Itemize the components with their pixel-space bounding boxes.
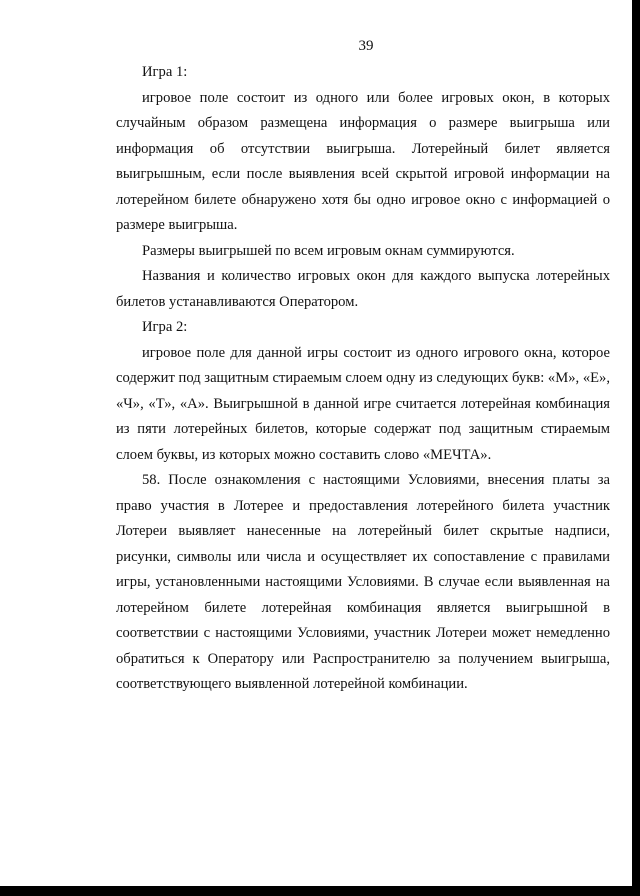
page-number: 39 xyxy=(358,38,374,54)
game-1-heading: Игра 1: xyxy=(142,64,188,80)
game-1-description: игровое поле состоит из одного или более игровых окон, в которых случайным образом размещена информация о размере выигрыша или информация об отсутствии выигрыша. Лотерейный билет является выигрышным, если после выявления всей скрытой игровой информации на лотерейном билете обнаружено хотя бы одно игровое окно с информацией о размере выигрыша. xyxy=(116,89,610,233)
page-content xyxy=(116,60,610,698)
game-2-description: игровое поле для данной игры состоит из одного игрового окна, которое содержит под защитным стираемым слоем одну из следующих букв: «М», «Е», «Ч», «Т», «А». Выигрышной в данной игре считается лотерейная комбинация из пяти лотерейных билетов, которые содержат под защитным стираемым слоем буквы, из которых можно составить слово «МЕЧТА». xyxy=(116,344,610,463)
game-2-heading: Игра 2: xyxy=(142,319,188,335)
winnings-sum-paragraph: Размеры выигрышей по всем игровым окнам суммируются. xyxy=(142,242,515,259)
window-names-paragraph: Названия и количество игровых окон для каждого выпуска лотерейных билетов устанавливаются Оператором. xyxy=(116,268,610,310)
clause-58-paragraph: 58. После ознакомления с настоящими Условиями, внесения платы за право участия в Лотерее и предоставления лотерейного билета участник Лотереи выявляет нанесенные на лотерейный билет скрытые надписи, рисунки, символы или числа и осуществляет их сопоставление с правилами игры, установленными настоящими Условиями. В случае если выявленная на лотерейном билете лотерейная комбинация является выигрышной в соответствии с настоящими Условиями, участник Лотереи может немедленно обратиться к Оператору или Распространителю за получением выигрыша, соответствующего выявленной лотерейной комбинации. xyxy=(116,472,610,692)
